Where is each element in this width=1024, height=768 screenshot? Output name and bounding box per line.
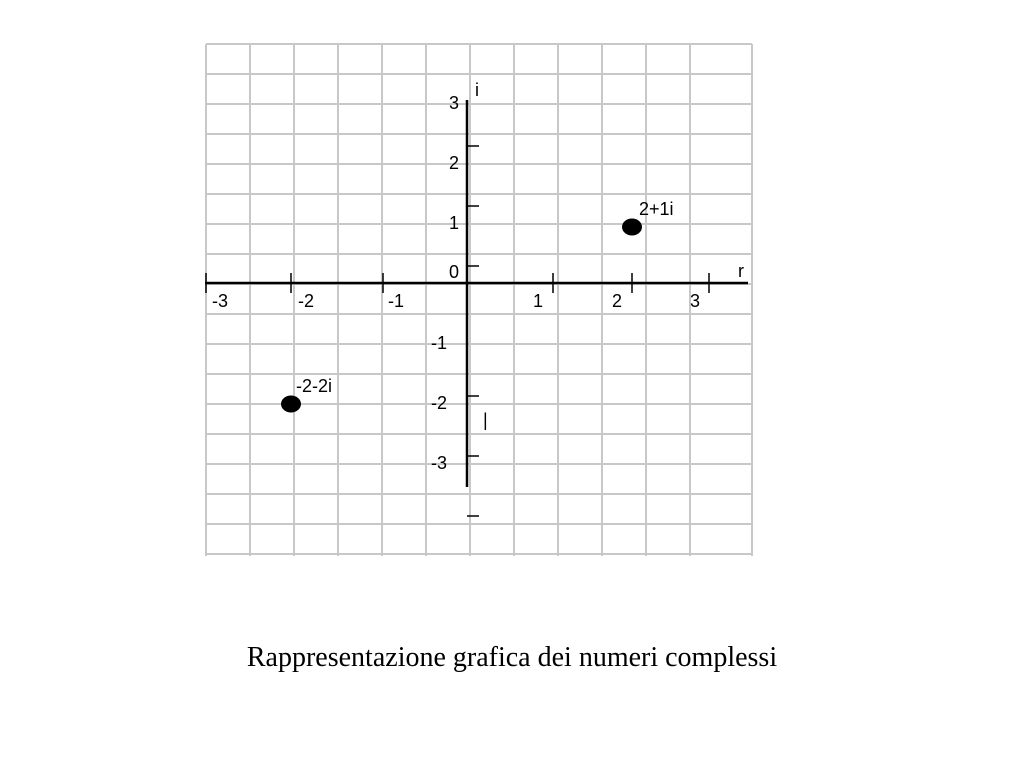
y-tick-label: -3 <box>431 453 448 473</box>
data-point <box>622 219 642 236</box>
y-axis-label: i <box>475 80 479 100</box>
y-tick-label: -2 <box>431 393 448 413</box>
x-tick-label: -1 <box>388 291 405 311</box>
data-point <box>281 396 301 413</box>
x-tick-label: -2 <box>298 291 315 311</box>
stray-mark: | <box>483 410 488 430</box>
y-tick-label: 0 <box>449 262 460 282</box>
y-tick-label: 3 <box>449 93 460 113</box>
ticks <box>206 93 709 516</box>
data-point-label: -2-2i <box>296 376 333 396</box>
y-tick-label: -1 <box>431 333 448 353</box>
x-tick-label: 2 <box>612 291 623 311</box>
x-tick-label: -3 <box>212 291 229 311</box>
data-point-label: 2+1i <box>639 199 674 219</box>
grid <box>206 44 752 556</box>
y-tick-label: 1 <box>449 213 460 233</box>
x-tick-label: 1 <box>533 291 544 311</box>
x-axis-label: r <box>738 261 744 281</box>
caption: Rappresentazione grafica dei numeri complessi <box>246 642 778 673</box>
x-tick-label: 3 <box>690 291 701 311</box>
axes <box>205 80 748 487</box>
y-tick-label: 2 <box>449 153 460 173</box>
